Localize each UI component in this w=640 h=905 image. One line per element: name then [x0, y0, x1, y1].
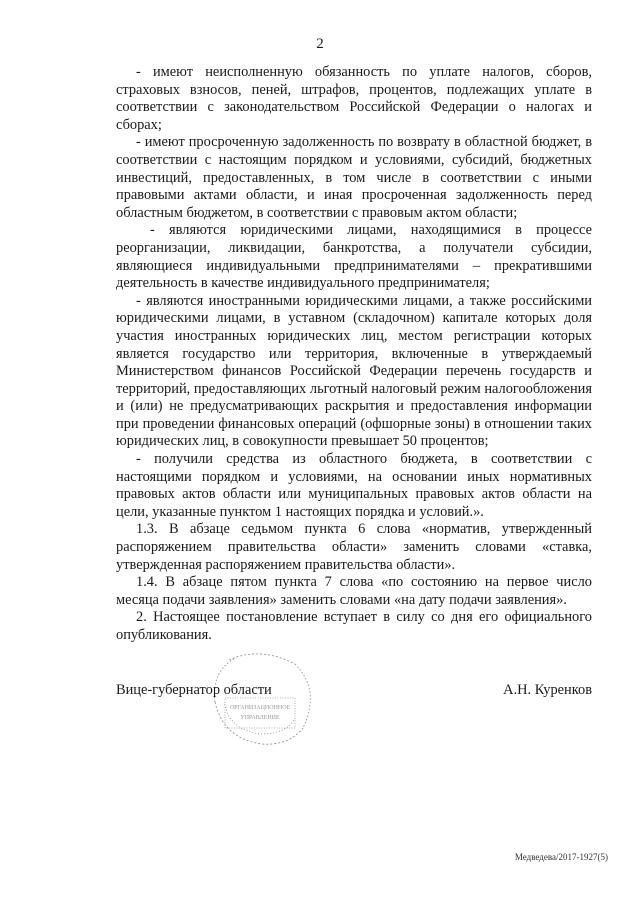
document-body — [116, 64, 592, 645]
paragraph-effective-date: 2. Настоящее постановление вступает в силу со дня его официального опубликования. — [116, 609, 592, 643]
paragraph-amendment-1-3: 1.3. В абзаце седьмом пункта 6 слова «норматив, утвержденный распоряжением правительства области» заменить словами «ставка, утвержденная распоряжением правительства области». — [116, 521, 592, 573]
paragraph-foreign-entities: - являются иностранными юридическими лицами, а также российскими юридическими лицами, в уставном (складочном) капитале которых доля участия иностранных юридических лиц, местом регистрации которых является государство или территория, включенные в утверждаемый Министерством финансов Российской Федерации перечень государств и территорий, предоставляющих льготный налоговый режим налогообложения и (или) не предусматривающих раскрытия и предоставления информации при проведении финансовых операций (офшорные зоны) в отношении таких юридических лиц, в совокупности превышает 50 процентов; — [116, 292, 592, 450]
signatory-role: Вице-губернатор области — [116, 682, 272, 698]
svg-text:ОРГАНИЗАЦИОННОЕ: ОРГАНИЗАЦИОННОЕ — [229, 705, 291, 711]
paragraph-tax-debt: - имеют неисполненную обязанность по уплате налогов, сборов, страховых взносов, пеней, штрафов, процентов, подлежащих уплате в соответствии с законодательством Российской Федерации о налогах и сборах; — [116, 64, 592, 133]
paragraph-received-funds: - получили средства из областного бюджета, в соответствии с настоящими порядком и условиями, на основании иных нормативных правовых актов области или муниципальных правовых актов области на цели, указанные пунктом 1 настоящих порядка и условий.». — [116, 451, 592, 520]
svg-text:УПРАВЛЕНИЕ: УПРАВЛЕНИЕ — [240, 715, 280, 721]
paragraph-amendment-1-4: 1.4. В абзаце пятом пункта 7 слова «по состоянию на первое число месяца подачи заявления» заменить словами «на дату подачи заявления». — [116, 574, 592, 608]
page-number: 2 — [316, 36, 324, 52]
paragraph-reorganization: - являются юридическими лицами, находящимися в процессе реорганизации, ликвидации, банкротства, а получатели субсидии, являющиеся индивидуальными предпринимателями – прекратившими деятельность в качестве индивидуального предпринимателя; — [116, 222, 592, 292]
signature-block — [116, 682, 592, 702]
paragraph-overdue-debt: - имеют просроченную задолженность по возврату в областной бюджет, в соответствии с настоящим порядком и условиями, субсидий, бюджетных инвестиций, предоставленных, в том числе в соответствии с иными правовыми актами области, и иная просроченная задолженность перед областным бюджетом, в соответствии с правовым актом области; — [116, 134, 592, 221]
signatory-name: А.Н. Куренков — [503, 682, 592, 698]
document-reference: Медведева/2017-1927(5) — [514, 852, 608, 862]
